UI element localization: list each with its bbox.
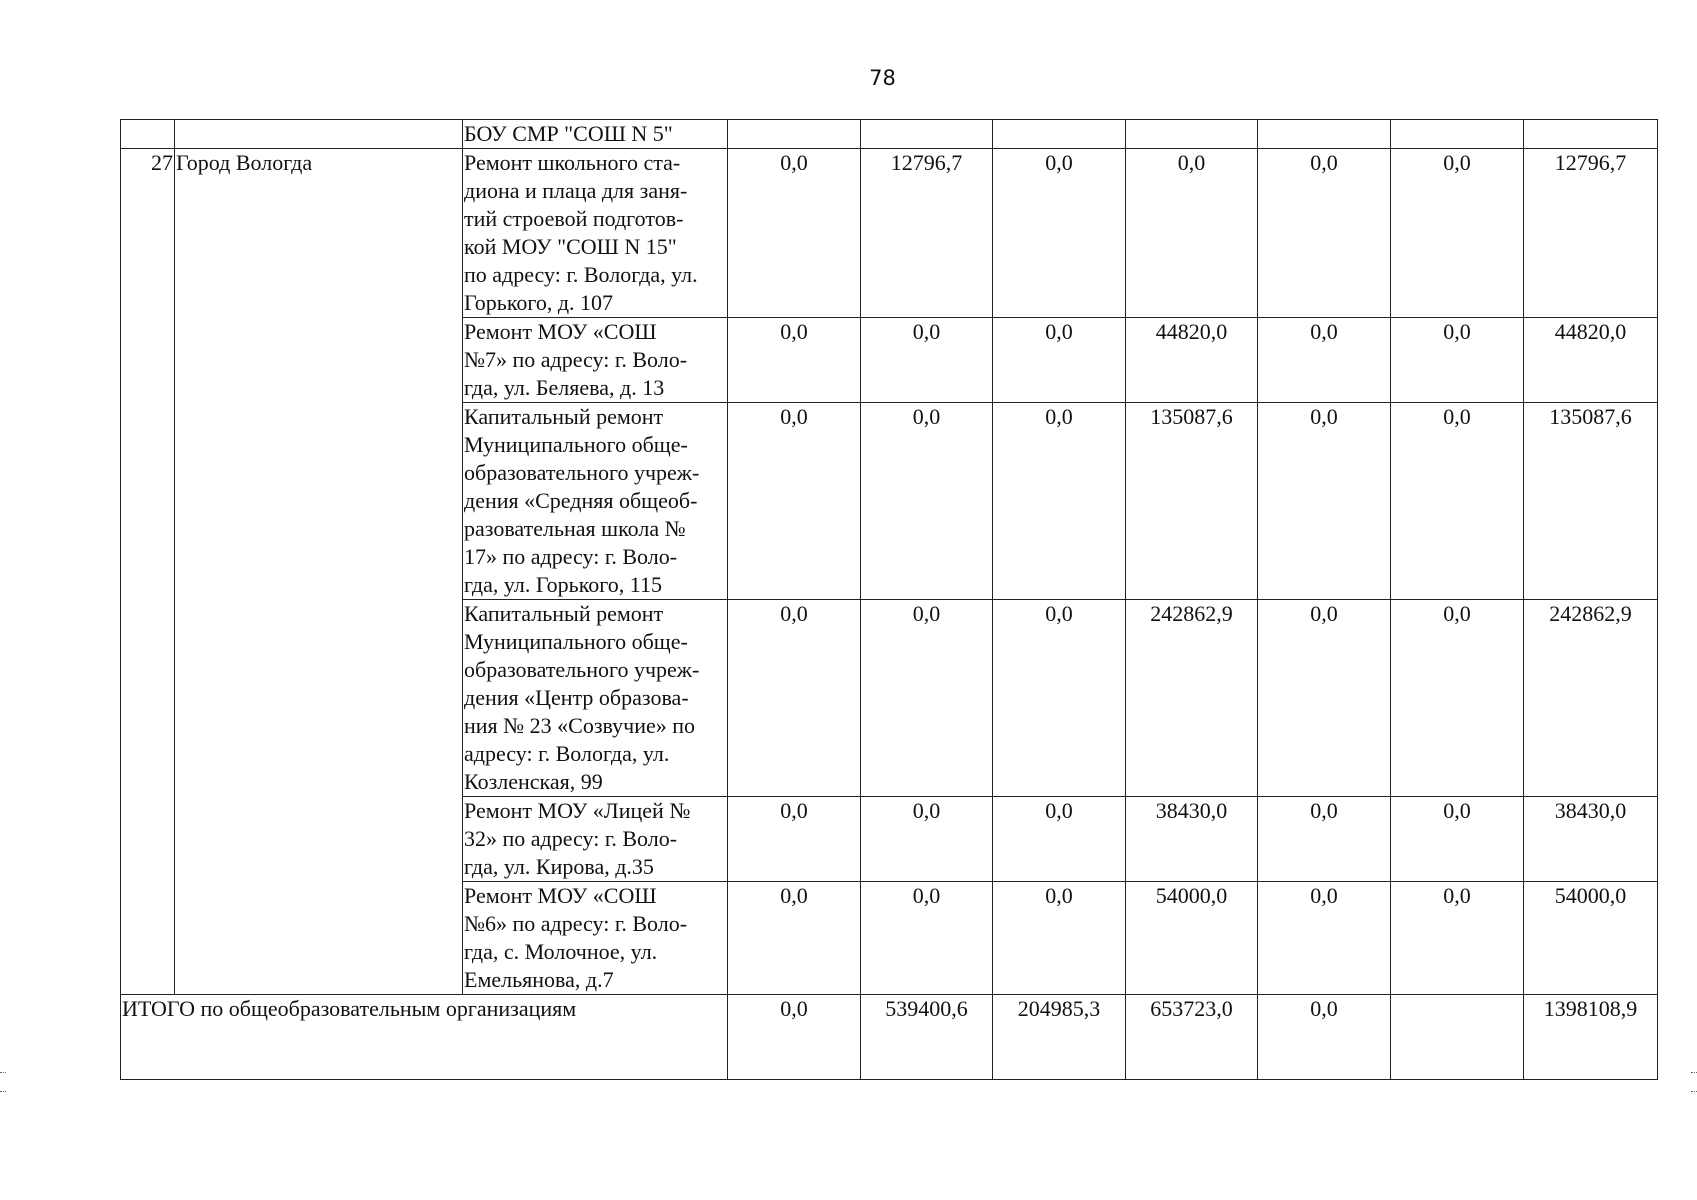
total-value-cell	[1391, 995, 1524, 1080]
value-cell: 0,0	[861, 318, 993, 403]
value-cell: 0,0	[993, 797, 1126, 882]
municipality-name: Город Вологда	[175, 149, 463, 995]
value-cell: 242862,9	[1524, 600, 1658, 797]
scan-edge-mark-right	[1691, 1072, 1697, 1092]
value-cell: 12796,7	[1524, 149, 1658, 318]
value-cell: 54000,0	[1126, 882, 1258, 995]
value-cell: 0,0	[1391, 149, 1524, 318]
value-cell: 0,0	[728, 149, 861, 318]
total-value-cell: 653723,0	[1126, 995, 1258, 1080]
object-cell: Ремонт МОУ «СОШ №7» по адресу: г. Воло- гда, ул. Беляева, д. 13	[463, 318, 728, 403]
value-cell: 135087,6	[1126, 403, 1258, 600]
value-cell	[1391, 120, 1524, 149]
value-cell: 0,0	[1391, 600, 1524, 797]
total-row	[121, 995, 1658, 1080]
value-cell	[861, 120, 993, 149]
value-cell: 0,0	[861, 882, 993, 995]
value-cell: 0,0	[993, 318, 1126, 403]
municipality-number: 27	[121, 149, 175, 995]
value-cell: 0,0	[861, 403, 993, 600]
value-cell	[1524, 120, 1658, 149]
municipality-cell	[175, 120, 463, 149]
object-cell: Ремонт школьного ста- диона и плаца для заня- тий строевой подготов- кой МОУ "СОШ N 15" по адресу: г. Вологда, ул. Горького, д. 107	[463, 149, 728, 318]
value-cell: 0,0	[1391, 882, 1524, 995]
value-cell: 135087,6	[1524, 403, 1658, 600]
value-cell: 0,0	[993, 149, 1126, 318]
value-cell	[993, 120, 1126, 149]
object-cell: БОУ СМР "СОШ N 5"	[463, 120, 728, 149]
value-cell: 0,0	[1258, 882, 1391, 995]
continued-row	[121, 120, 1658, 149]
value-cell: 0,0	[993, 403, 1126, 600]
total-value-cell: 0,0	[728, 995, 861, 1080]
scan-edge-mark-left	[0, 1072, 6, 1092]
value-cell: 0,0	[728, 600, 861, 797]
total-value-cell: 0,0	[1258, 995, 1391, 1080]
value-cell: 0,0	[728, 797, 861, 882]
value-cell: 0,0	[1391, 318, 1524, 403]
value-cell	[1126, 120, 1258, 149]
value-cell: 0,0	[861, 797, 993, 882]
value-cell: 0,0	[1258, 797, 1391, 882]
value-cell: 38430,0	[1126, 797, 1258, 882]
value-cell	[728, 120, 861, 149]
value-cell: 0,0	[728, 403, 861, 600]
value-cell: 0,0	[1258, 318, 1391, 403]
value-cell: 0,0	[1391, 403, 1524, 600]
total-value-cell: 1398108,9	[1524, 995, 1658, 1080]
value-cell: 0,0	[993, 882, 1126, 995]
index-cell	[121, 120, 175, 149]
value-cell	[1258, 120, 1391, 149]
value-cell: 12796,7	[861, 149, 993, 318]
total-value-cell: 539400,6	[861, 995, 993, 1080]
table-row	[121, 149, 1658, 318]
value-cell: 0,0	[861, 600, 993, 797]
value-cell: 0,0	[1258, 403, 1391, 600]
object-cell: Ремонт МОУ «Лицей № 32» по адресу: г. Воло- гда, ул. Кирова, д.35	[463, 797, 728, 882]
value-cell: 0,0	[728, 882, 861, 995]
total-value-cell: 204985,3	[993, 995, 1126, 1080]
budget-table	[120, 119, 1658, 1080]
value-cell: 242862,9	[1126, 600, 1258, 797]
object-cell: Ремонт МОУ «СОШ №6» по адресу: г. Воло- гда, с. Молочное, ул. Емельянова, д.7	[463, 882, 728, 995]
page-number: 78	[869, 66, 896, 90]
total-label: ИТОГО по общеобразовательным организациям	[121, 995, 728, 1080]
value-cell: 0,0	[1258, 600, 1391, 797]
value-cell: 54000,0	[1524, 882, 1658, 995]
object-cell: Капитальный ремонт Муниципального обще- образовательного учреж- дения «Средняя общеоб- разовательная школа № 17» по адресу: г. Воло- гда, ул. Горького, 115	[463, 403, 728, 600]
value-cell: 0,0	[1391, 797, 1524, 882]
value-cell: 44820,0	[1524, 318, 1658, 403]
value-cell: 0,0	[1258, 149, 1391, 318]
value-cell: 0,0	[728, 318, 861, 403]
value-cell: 44820,0	[1126, 318, 1258, 403]
value-cell: 0,0	[993, 600, 1126, 797]
value-cell: 38430,0	[1524, 797, 1658, 882]
value-cell: 0,0	[1126, 149, 1258, 318]
object-cell: Капитальный ремонт Муниципального обще- образовательного учреж- дения «Центр образова- ния № 23 «Созвучие» по адресу: г. Вологда, ул. Козленская, 99	[463, 600, 728, 797]
